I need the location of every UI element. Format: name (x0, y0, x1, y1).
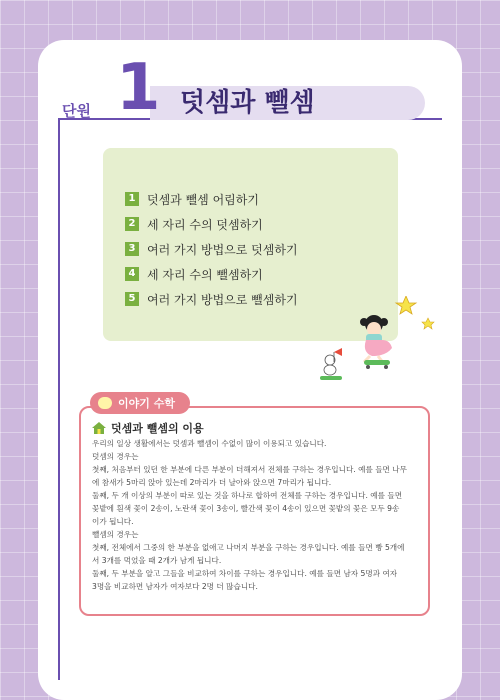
speech-bubble-icon (98, 397, 112, 409)
story-line: 서 3개를 먹었을 때 2개가 남게 됩니다. (92, 556, 222, 565)
story-line: 에 참새가 5마리 앉아 있는데 2마리가 더 날아와 앉으면 7마리가 됩니다. (92, 478, 332, 487)
story-tab-label: 이야기 수학 (118, 397, 175, 410)
story-line: 덧셈의 경우는 (92, 452, 139, 461)
story-tab (90, 392, 190, 414)
story-line: 뺄셈의 경우는 (92, 530, 139, 539)
toc-text: 여러 가지 방법으로 덧셈하기 (147, 242, 298, 257)
toc-item (125, 215, 263, 233)
story-line: 첫째, 전체에서 그중의 한 부분을 없애고 나머지 부분을 구하는 경우입니다. 예를 들면 빵 5개에 (92, 543, 405, 552)
story-line: 우리의 일상 생활에서는 덧셈과 뺄셈이 수없이 많이 이용되고 있습니다. (92, 439, 327, 448)
story-line: 첫째, 처음부터 있던 한 부분에 다른 부분이 더해져서 전체를 구하는 경우입니다. 예를 들면 나무 (92, 465, 407, 474)
toc-item (125, 240, 298, 258)
girl-skateboard-illustration (312, 296, 452, 386)
story-line: 3명을 비교하면 남자가 여자보다 2명 더 많습니다. (92, 582, 258, 591)
story-line: 이가 됩니다. (92, 517, 134, 526)
toc-item (125, 190, 259, 208)
toc-text: 덧셈과 뺄셈 어림하기 (147, 192, 259, 207)
toc-text: 세 자리 수의 뺄셈하기 (147, 267, 263, 282)
toc-item (125, 290, 298, 308)
unit-label: 단원 (62, 102, 91, 120)
house-icon (92, 422, 106, 434)
toc-number: 1 (125, 192, 139, 206)
toc-number: 4 (125, 267, 139, 281)
toc-text: 세 자리 수의 덧셈하기 (147, 217, 263, 232)
story-line: 둘째, 두 개 이상의 부분이 따로 있는 것을 하나로 합하여 전체를 구하는 경우입니다. 예를 들면 (92, 491, 403, 500)
story-line: 둘째, 두 부분을 알고 그들을 비교하여 차이를 구하는 경우입니다. 예를 들면 남자 5명과 여자 (92, 569, 398, 578)
story-line: 꽃밭에 흰색 꽃이 2송이, 노란색 꽃이 3송이, 빨간색 꽃이 4송이 있으면 꽃밭의 꽃은 모두 9송 (92, 504, 400, 513)
story-heading-text: 덧셈과 뺄셈의 이용 (111, 422, 204, 435)
unit-title: 덧셈과 뺄셈 (180, 88, 315, 118)
toc-text: 여러 가지 방법으로 뺄셈하기 (147, 292, 298, 307)
story-heading (92, 420, 204, 436)
unit-number: 1 (116, 51, 161, 125)
story-body (92, 437, 420, 593)
toc-number: 5 (125, 292, 139, 306)
toc-number: 3 (125, 242, 139, 256)
toc-number: 2 (125, 217, 139, 231)
toc-item (125, 265, 263, 283)
